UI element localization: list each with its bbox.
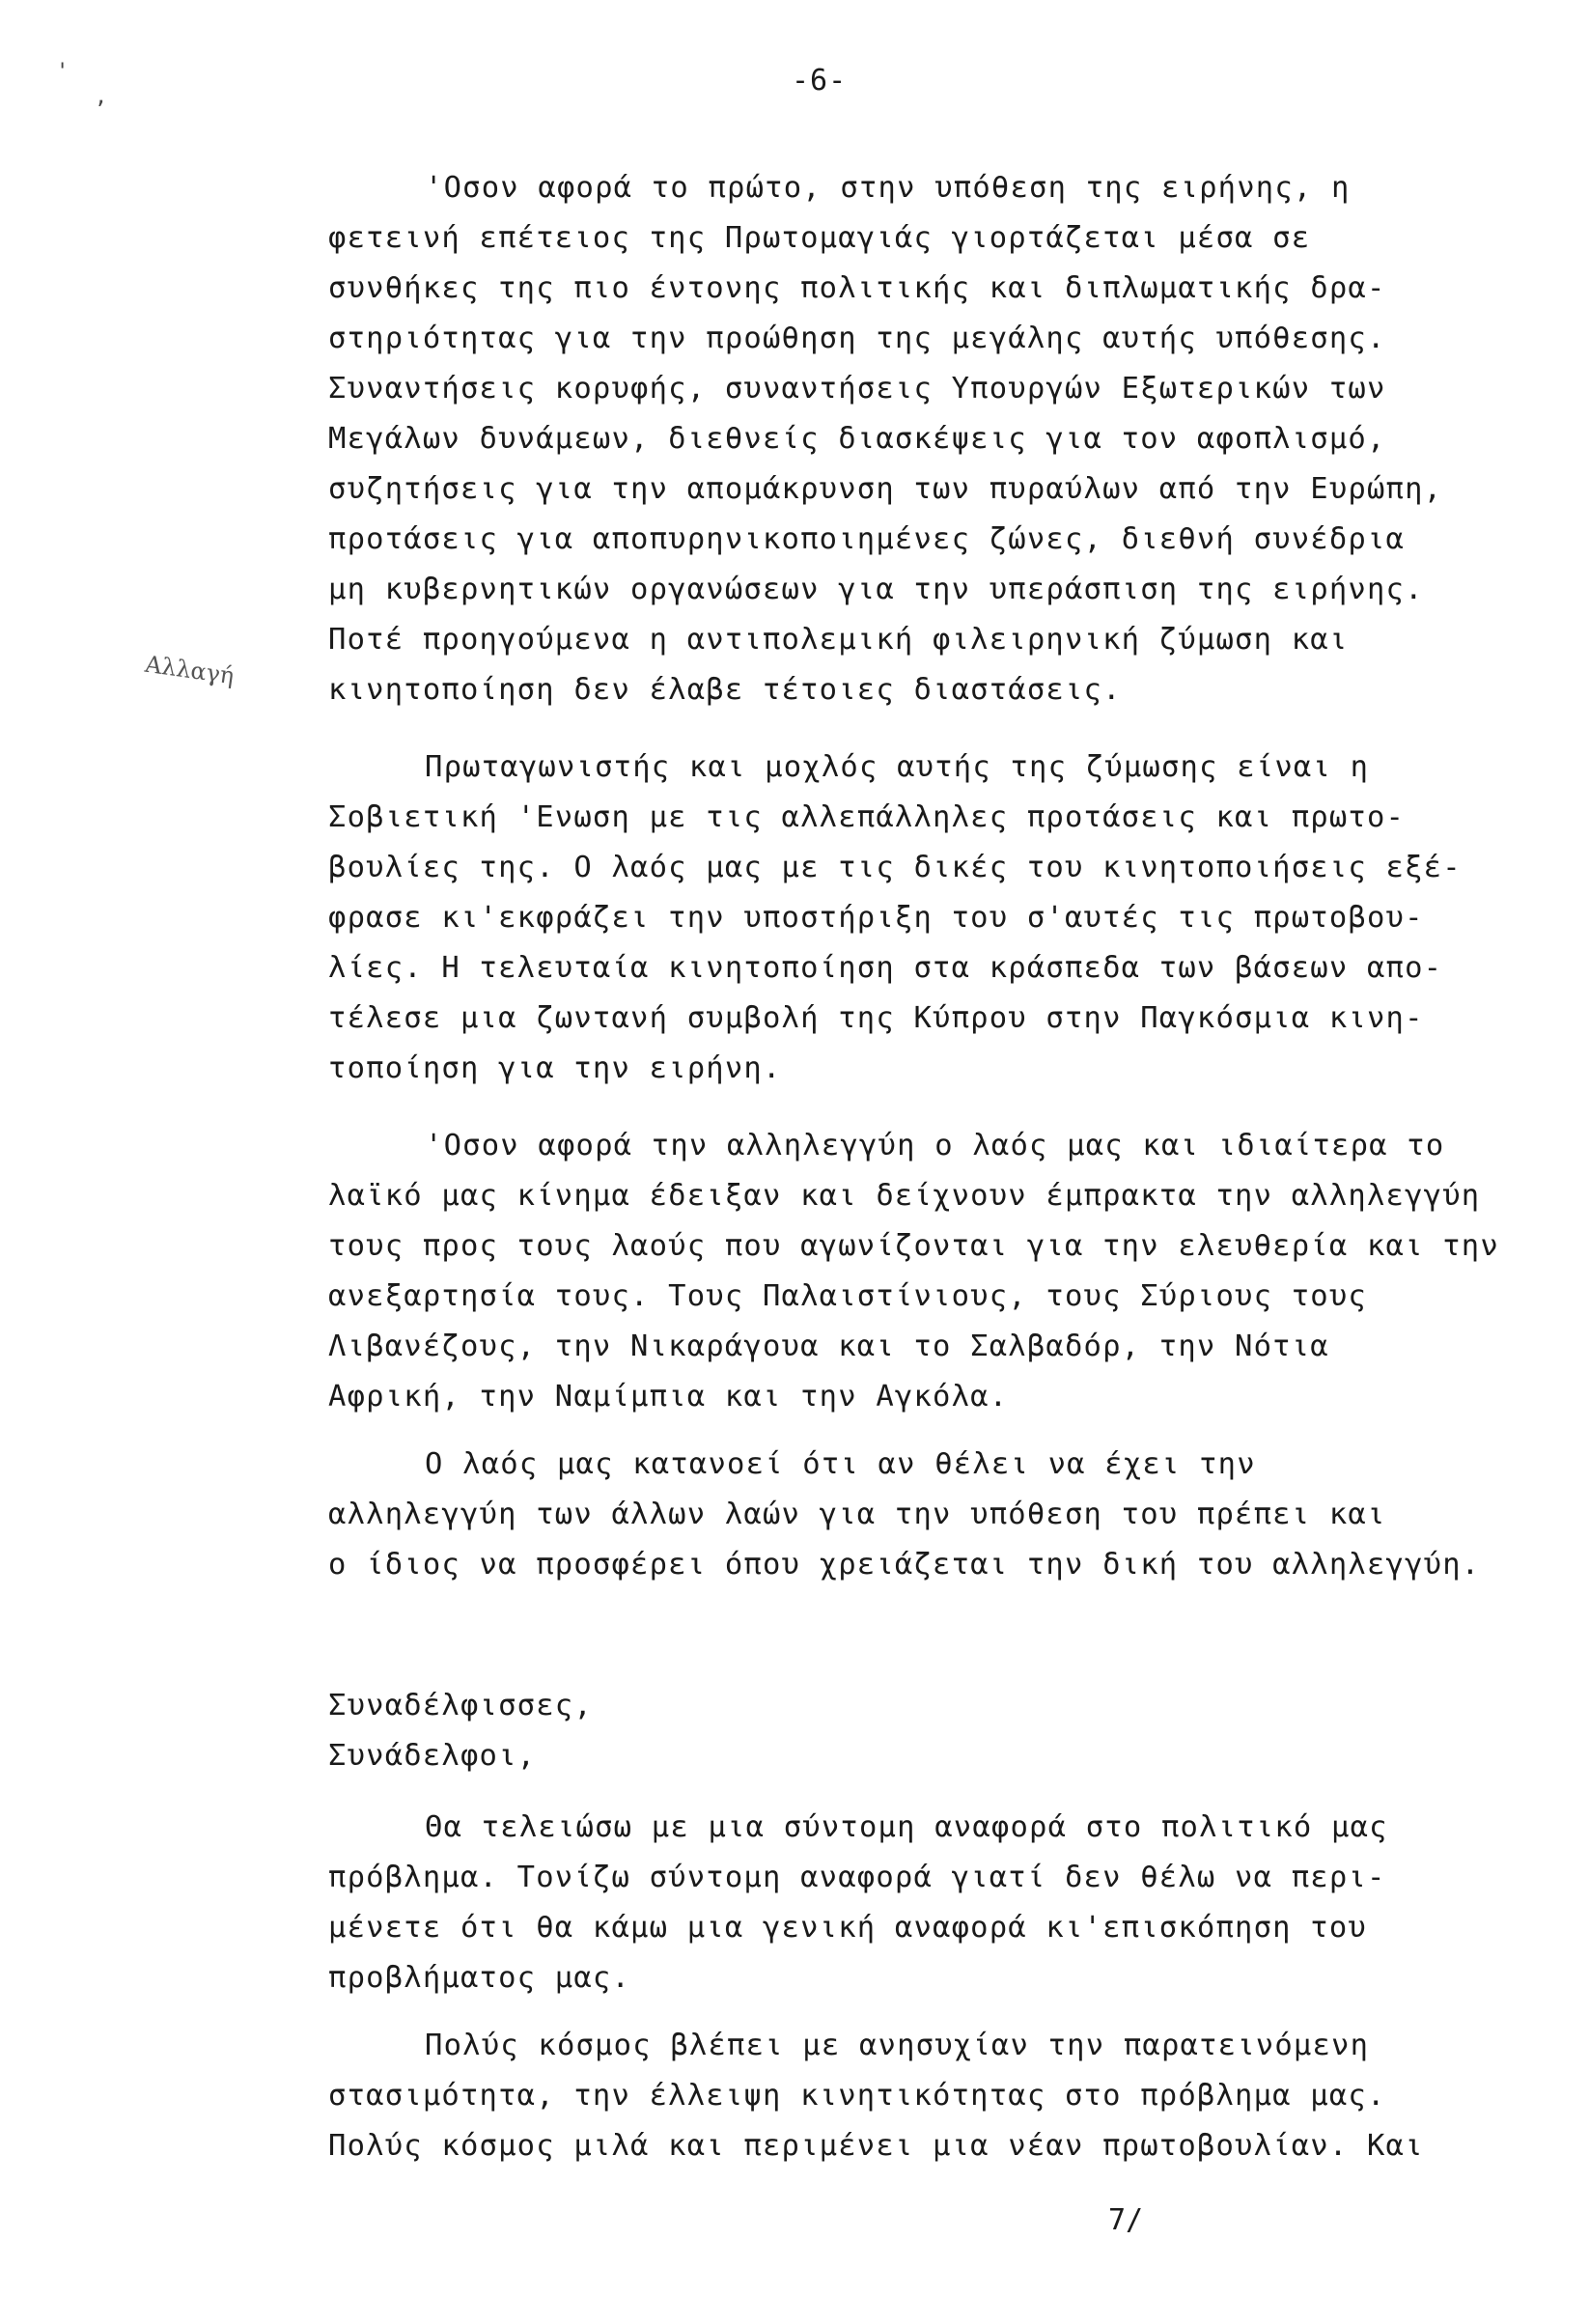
text-line: Συναντήσεις κορυφής, συναντήσεις Υπουργών Εξωτερικών των [328,372,1386,406]
margin-mark: , [95,85,108,109]
text-line: 'Οσον αφορά το πρώτο, στην υπόθεση της ειρήνης, η [425,171,1351,205]
text-line: ο ίδιος να προσφέρει όπου χρειάζεται την δική του αλληλεγγύη. [328,1548,1481,1582]
text-line: 'Οσον αφορά την αλληλεγγύη ο λαός μας και ιδιαίτερα το [425,1129,1445,1162]
text-line: βουλίες της. Ο λαός μας με τις δικές του κινητοποιήσεις εξέ- [328,851,1462,884]
text-line: Σοβιετική 'Ενωση με τις αλλεπάλληλες προτάσεις και πρωτο- [328,800,1406,834]
text-line: κινητοποίηση δεν έλαβε τέτοιες διαστάσεις. [328,673,1122,707]
text-line: Συναδέλφισσες, [328,1689,593,1722]
text-line: συζητήσεις για την απομάκρυνση των πυραύλων από την Ευρώπη, [328,472,1443,506]
text-line: Πρωταγωνιστής και μοχλός αυτής της ζύμωσης είναι η [425,750,1370,784]
page-number: -6- [792,64,848,98]
text-line: αλληλεγγύη των άλλων λαών για την υπόθεση του πρέπει και [328,1498,1386,1531]
text-line: Μεγάλων δυνάμεων, διεθνείς διασκέψεις για τον αφοπλισμό, [328,422,1386,456]
text-line: Αφρική, την Ναμίμπια και την Αγκόλα. [328,1380,1009,1414]
text-line: τέλεσε μια ζωντανή συμβολή της Κύπρου στην Παγκόσμια κινη- [328,1001,1424,1035]
text-line: Πολύς κόσμος μιλά και περιμένει μια νέαν πρωτοβουλίαν. Και [328,2129,1424,2163]
text-line: φρασε κι'εκφράζει την υποστήριξη του σ'αυτές τις πρωτοβου- [328,901,1424,935]
text-line: λαϊκό μας κίνημα έδειξαν και δείχνουν έμπρακτα την αλληλεγγύη [328,1179,1481,1213]
text-line: στηριότητας για την προώθηση της μεγάλης αυτής υπόθεσης. [328,322,1386,355]
margin-mark: ' [56,60,70,84]
text-line: ανεξαρτησία τους. Τους Παλαιστίνιους, τους Σύριους τους [328,1279,1367,1313]
text-line: συνθήκες της πιο έντονης πολιτικής και διπλωματικής δρα- [328,271,1386,305]
margin-handwritten-note: Αλλαγή [143,650,237,690]
text-line: Ποτέ προηγούμενα η αντιπολεμική φιλειρηνική ζύμωση και [328,623,1349,657]
text-line: λίες. Η τελευταία κινητοποίηση στα κράσπεδα των βάσεων απο- [328,951,1443,985]
text-line: Πολύς κόσμος βλέπει με ανησυχίαν την παρατεινόμενη [425,2029,1370,2062]
text-line: Λιβανέζους, την Νικαράγουα και το Σαλβαδόρ, την Νότια [328,1330,1329,1363]
text-line: προτάσεις για αποπυρηνικοποιημένες ζώνες, διεθνή συνέδρια [328,522,1406,556]
text-line: τοποίηση για την ειρήνη. [328,1051,782,1085]
text-line: Ο λαός μας κατανοεί ότι αν θέλει να έχει την [425,1447,1256,1481]
text-line: Θα τελειώσω με μια σύντομη αναφορά στο πολιτικό μας [425,1810,1388,1844]
catchword-next-page: 7/ [1108,2203,1144,2237]
text-line: μένετε ότι θα κάμω μια γενική αναφορά κι'επισκόπηση του [328,1911,1367,1945]
text-line: πρόβλημα. Τονίζω σύντομη αναφορά γιατί δεν θέλω να περι- [328,1861,1386,1894]
text-line: τους προς τους λαούς που αγωνίζονται για την ελευθερία και την [328,1229,1499,1263]
text-line: στασιμότητα, την έλλειψη κινητικότητας στο πρόβλημα μας. [328,2079,1386,2113]
text-line: μη κυβερνητικών οργανώσεων για την υπεράσπιση της ειρήνης. [328,573,1424,606]
text-line: προβλήματος μας. [328,1961,631,1995]
text-line: Συνάδελφοι, [328,1739,537,1773]
text-line: φετεινή επέτειος της Πρωτομαγιάς γιορτάζεται μέσα σε [328,221,1311,255]
